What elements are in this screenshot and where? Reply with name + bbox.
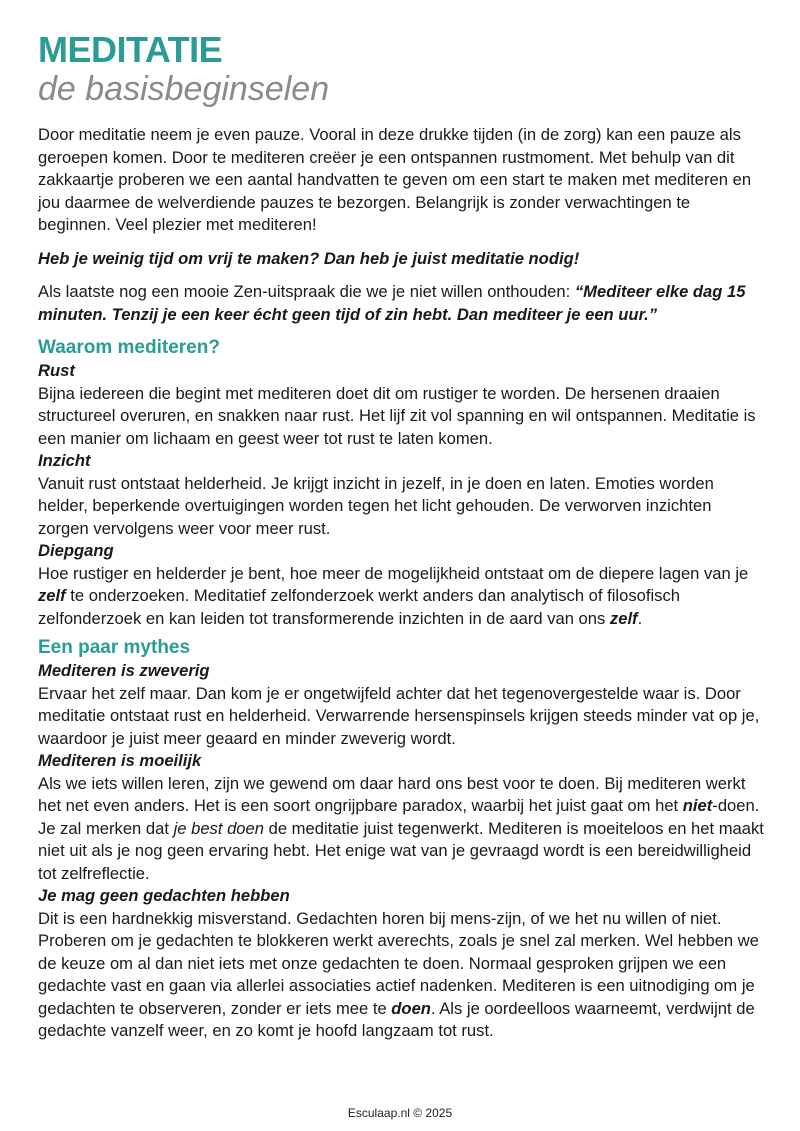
paragraph-moeilijk-2 — [38, 818, 766, 886]
intro-zen-lead: Als laatste nog een mooie Zen-uitspraak die we je niet willen onthouden: — [38, 282, 575, 301]
page-subtitle: de basisbeginselen — [38, 70, 330, 108]
moeilijk-emphasis-niet: niet — [682, 796, 713, 815]
footer-copyright: Esculaap.nl © 2025 — [347, 1106, 453, 1120]
gedachten-emphasis-doen: doen — [391, 998, 431, 1018]
gedachten-text-b: . Als je oordeelloos waarneemt, verdwijnt de gedachte vanzelf weer, en zo komt je hoofd langzaam tot rust. — [38, 998, 755, 1040]
moeilijk-text-b: -doen. — [712, 796, 760, 815]
moeilijk-emphasis-best-doen: je best doen — [173, 818, 264, 838]
paragraph-gedachten — [38, 908, 766, 1043]
subheading-zweverig: Mediteren is zweverig — [38, 661, 210, 680]
subheading-rust: Rust — [38, 361, 75, 380]
diepgang-emphasis-zelf-2: zelf — [609, 608, 638, 628]
paragraph-inzicht: Vanuit rust ontstaat helderheid. Je krijgt inzicht in jezelf, in je doen en laten. Emoties worden helder, beperkende overtuigingen worden tegen het licht gehouden. De verworven inzichten zorgen vervolgens weer voor meer rust. — [38, 473, 714, 538]
page-title: MEDITATIE — [38, 29, 223, 70]
section-heading-myths: Een paar mythes — [38, 637, 191, 658]
subheading-inzicht: Inzicht — [38, 451, 91, 470]
zen-quote: “Mediteer elke dag 15 minuten. Tenzij je een keer écht geen tijd of zin hebt. Dan mediteer je een uur.” — [38, 282, 746, 324]
subheading-moeilijk: Mediteren is moeilijk — [38, 751, 202, 770]
diepgang-text-a: Hoe rustiger en helderder je bent, hoe meer de mogelijkheid ontstaat om de diepere lagen van je — [38, 563, 749, 583]
paragraph-diepgang — [38, 563, 766, 631]
section-heading-why: Waarom mediteren? — [38, 337, 220, 358]
gedachten-text-a: Dit is een hardnekkig misverstand. Gedachten horen bij mens-zijn, of we het nu willen of niet. Proberen om je gedachten te blokkeren werkt averechts, zoals je snel zal merken. Wel hebben we de keuze om al dan niet iets met onze gedachten te doen. Normaal gesproken grijpen we een gedachte vast en gaan via allerlei associaties actief nadenken. Mediteren is een uitnodiging om je gedachten te observeren, zonder er iets mee te — [38, 908, 759, 1018]
subheading-diepgang: Diepgang — [38, 541, 114, 560]
diepgang-text-b: te onderzoeken. Meditatief zelfonderzoek werkt anders dan analytisch of filosofisch zelfonderzoek en kan leiden tot transformerende inzichten in de aard van ons — [38, 586, 680, 628]
paragraph-rust: Bijna iedereen die begint met mediteren doet dit om rustiger te worden. De hersenen draaien structureel overuren, en snakken naar rust. Het lijf zit vol spanning en wil ontspannen. Meditatie is een manier om lichaam en geest weer tot rust te laten komen. — [38, 383, 756, 448]
intro-zen-quote-paragraph — [38, 281, 766, 326]
diepgang-emphasis-zelf: zelf — [38, 586, 66, 605]
paragraph-zweverig: Ervaar het zelf maar. Dan kom je er ongetwijfeld achter dat het tegenovergestelde waar is. Door meditatie ontstaat rust en helderheid. Verwarrende hersenspinsels krijgen steeds minder vat op je, waardoor je juist meer geaard en minder zweverig wordt. — [38, 683, 760, 748]
moeilijk-text-d: de meditatie juist tegenwerkt. Mediteren is moeiteloos en het maakt niet uit als je nog geen ervaring hebt. Het enige wat van je gevraagd wordt is een bereidwilligheid tot zelfreflectie. — [38, 818, 764, 883]
subheading-gedachten: Je mag geen gedachten hebben — [38, 886, 290, 905]
paragraph-moeilijk-1 — [38, 773, 766, 818]
document-body — [38, 30, 766, 1043]
diepgang-text-c: . — [637, 608, 643, 628]
moeilijk-text-c: Je zal merken dat — [38, 818, 174, 838]
moeilijk-text-a: Als we iets willen leren, zijn we gewend om daar hard ons best voor te doen. Bij mediteren werkt het net even anders. Het is een soort ongrijpbare paradox, waarbij het juist gaat om het — [38, 773, 746, 815]
intro-paragraph: Door meditatie neem je even pauze. Vooral in deze drukke tijden (in de zorg) kan een pauze als geroepen komen. Door te mediteren creëer je een ontspannen rustmoment. Met behulp van dit zakkaartje proberen we een aantal handvatten te geven om een start te maken met mediteren en jou daarmee de welverdiende pauzes te bezorgen. Belangrijk is zonder verwachtingen te beginnen. Veel plezier met mediteren! — [38, 125, 752, 234]
intro-tagline: Heb je weinig tijd om vrij te maken? Dan heb je juist meditatie nodig! — [38, 248, 580, 268]
